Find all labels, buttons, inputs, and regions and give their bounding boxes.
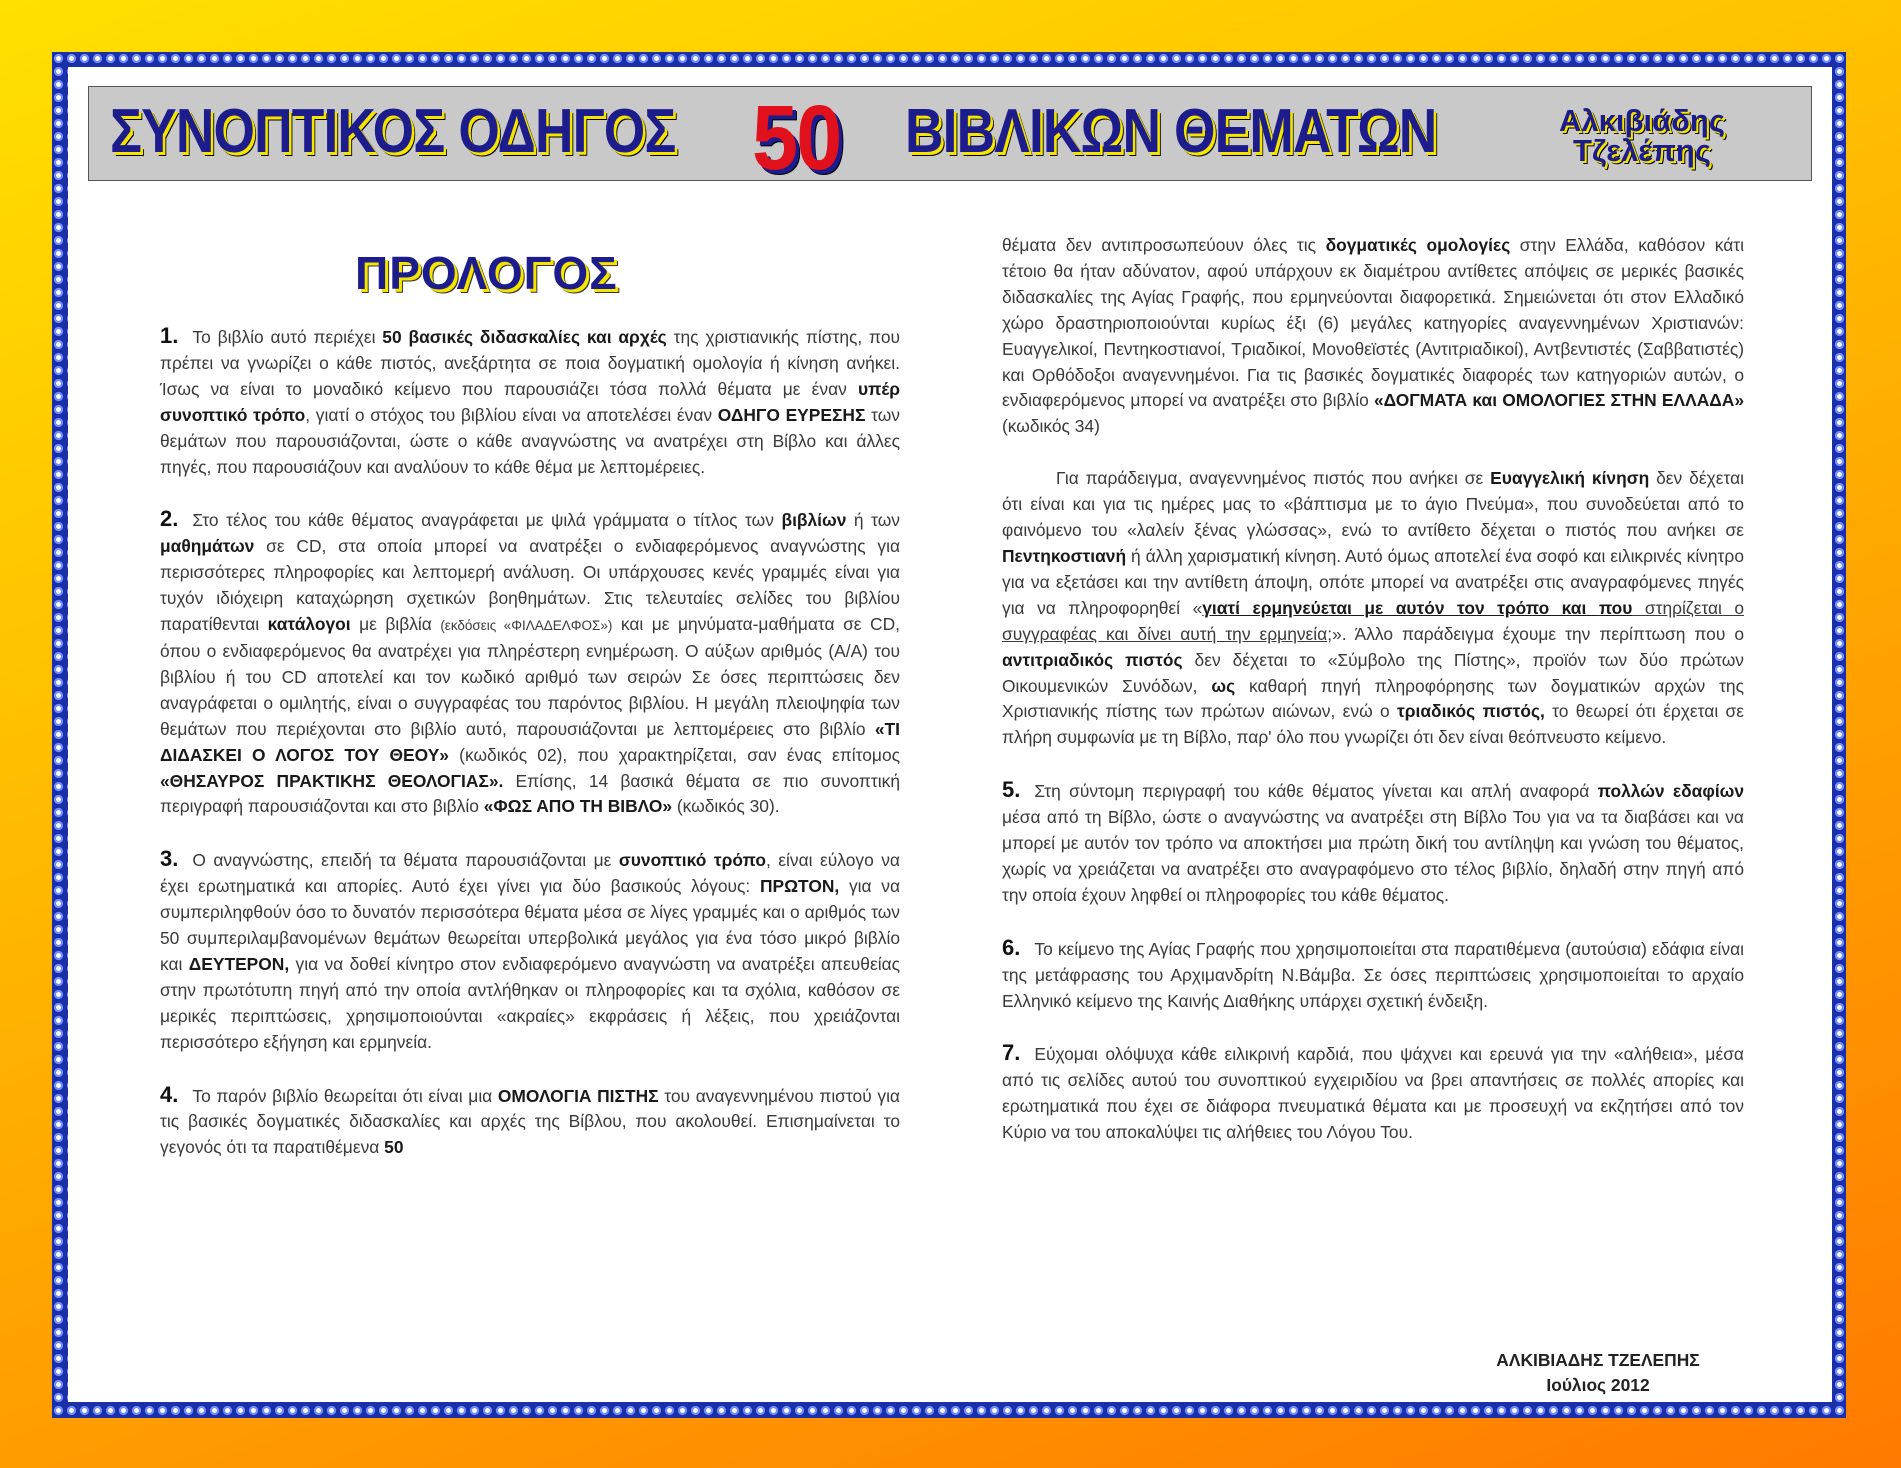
text: Το παρόν βιβλίο θεωρείται ότι είναι μια — [192, 1085, 498, 1106]
paragraph-number: 5. — [1002, 777, 1021, 803]
bold-text: αντιτριαδικός πιστός — [1002, 649, 1183, 670]
underlined-text: στηρίζεται ο συγγραφέας και δίνει αυτή την ερμηνεία — [1002, 597, 1745, 644]
text: (κωδικός 30). — [672, 796, 780, 817]
paragraph-6 — [1002, 935, 1744, 1015]
paragraph-number: 6. — [1002, 934, 1021, 960]
bold-text: Πεντηκοστιανή — [1002, 545, 1127, 566]
right-column — [1002, 233, 1744, 1172]
small-text: (εκδόσεις «ΦΙΛΑΔΕΛΦΟΣ») — [440, 618, 613, 634]
paragraph-number: 7. — [1002, 1040, 1021, 1066]
text: Επίσης, 14 βασικά θέματα σε πιο συνοπτική περιγραφή παρουσιάζονται και στο βιβλίο — [160, 770, 900, 817]
text: δεν δέχεται το «Σύμβολο της Πίστης», προϊόν των δύο πρώτων Οικουμενικών Συνόδων, — [1002, 649, 1744, 696]
bold-text: «ΦΩΣ ΑΠΟ ΤΗ ΒΙΒΛΟ» — [483, 796, 673, 817]
text: , γιατί ο στόχος του βιβλίου είναι να αποτελέσει έναν — [305, 404, 718, 425]
text: Στη σύντομη περιγραφή του κάθε θέματος γίνεται και απλή αναφορά — [1034, 781, 1598, 802]
bold-text: πολλών εδαφίων — [1597, 781, 1745, 802]
text: το θεωρεί ότι έρχεται σε πλήρη συμφωνία με τη Βίβλο, παρ' όλο που γνωρίζει ότι δεν είναι θεόπνευστο κείμενο. — [1002, 701, 1744, 748]
text: (κωδικός 02), που χαρακτηρίζεται, σαν ένας επίτομος — [448, 744, 900, 765]
bold-text: ως — [1211, 675, 1236, 696]
text: Το βιβλίο αυτό περιέχει — [192, 327, 383, 347]
paragraph-4-start — [160, 1082, 900, 1162]
text: θέματα δεν αντιπροσωπεύουν όλες τις — [1002, 235, 1326, 255]
bold-text: κατάλογοι — [267, 614, 351, 635]
text: για να δοθεί κίνητρο στον ενδιαφερόμενο αναγνώστη να ανατρέξει απευθείας στην πρωτότυπη πηγή από την οποία αντλήθηκαν οι πληροφορίες και τα σχόλια, καθόσον σε μερικές περιπτώσεις, χρησιμοποιούνται «ακραίες» εκφράσεις ή λέξεις, που χρειάζονται περισσότερο εξήγηση και ερμηνεία. — [160, 953, 900, 1052]
bold-text: «ΤΙ ΔΙΔΑΣΚΕΙ Ο ΛΟΓΟΣ ΤΟΥ ΘΕΟΥ» — [160, 718, 900, 765]
text: ;». Άλλο παράδειγμα έχουμε την περίπτωση που ο — [1327, 623, 1744, 644]
paragraph-1 — [160, 323, 900, 480]
paragraph-7 — [1002, 1040, 1744, 1146]
bold-text: μαθημάτων — [160, 536, 255, 557]
paragraph-3 — [160, 846, 900, 1055]
text: Εύχομαι ολόψυχα κάθε ειλικρινή καρδιά, που ψάχνει και ερευνά για την «αλήθεια», μέσα από τις σελίδες αυτού του συνοπτικού εγχειριδίου να βρει απαντήσεις σε πολλές απορίες και ερωτηματικά που έχει σε διάφορα πνευματικά θέματα και με προσευχή να εκζητήσει από τον Κύριο να του αποκαλύψει τις αλήθειες του Λόγου Του. — [1002, 1044, 1744, 1143]
paragraph-number: 2. — [160, 506, 179, 532]
title-number: 50 — [752, 87, 841, 189]
text: στην Ελλάδα, καθόσον κάτι τέτοιο θα ήταν αδύνατον, αφού υπάρχουν εκ διαμέτρου αντίθετες απόψεις σε μερικές βασικές διδασκαλίες της Αγίας Γραφής, που ερμηνεύονται διαφορετικά. Σημειώνεται ότι στον Ελλαδικό χώρο δραστηριοποιούνται κυρίως έξι (6) μεγάλες κατηγορίες αναγεννημένων Χριστιανών: Ευαγγελικοί, Πεντηκοστιανοί, Τριαδικοί, Μονοθεϊστές (Αντιτριαδικοί), Αντβεντιστές (Σαββατιστές) και Ορθόδοξοι αναγεννημένοι. Για τις βασικές δογματικές διαφορές των κατηγοριών αυτών, ο ενδιαφερόμενος μπορεί να ανατρέξει στο βιβλίο — [1002, 235, 1745, 411]
text: σε CD, στα οποία μπορεί να ανατρέξει ο ενδιαφερόμενος αναγνώστης για περισσότερες πληροφορίες και λεπτομερή ανάλυση. Οι υπάρχουσες κενές γραμμές είναι για τυχόν ιδιόχειρη καταχώρηση σχετικών βοηθημάτων. Στις τελευταίες σελίδες του βιβλίου παρατίθενται — [160, 536, 900, 635]
bold-text: βιβλίων — [781, 510, 847, 531]
text: ή άλλη χαρισματική κίνηση. Αυτό όμως αποτελεί ένα σοφό και ειλικρινές κίνητρο για να εξετάσει και την αντίθετη άποψη, οπότε μπορεί να ανατρέξει στις αναγραφόμενες πηγές για να πληροφορηθεί « — [1002, 545, 1744, 618]
title-left: ΣΥΝΟΠΤΙΚΟΣ ΟΔΗΓΟΣ — [110, 97, 676, 166]
text: με βιβλία — [350, 614, 441, 635]
signature-block — [1466, 1348, 1730, 1398]
paragraph-2 — [160, 506, 900, 820]
signature-date: Ιούλιος 2012 — [1546, 1375, 1650, 1395]
underlined-text: γιατί ερμηνεύεται με αυτόν τον τρόπο και — [1202, 597, 1599, 618]
prologue-heading: ΠΡΟΛΟΓΟΣ — [355, 247, 618, 299]
text: Ο αναγνώστης, επειδή τα θέματα παρουσιάζονται με — [192, 850, 619, 871]
bold-text: ΔΕΥΤΕΡΟΝ, — [188, 953, 290, 974]
text: καθαρή πηγή πληροφόρησης των δογματικών αρχών της Χριστιανικής πίστης των πρώτων αιώνων, ενώ ο — [1002, 675, 1744, 722]
bold-text: 50 — [384, 1137, 404, 1158]
text: δεν δέχεται ότι είναι και για τις ημέρες μας το «βάπτισμα με το άγιο Πνεύμα», που συνοδεύεται από το φαινόμενο του «λαλείν ξένας γλώσσας», ενώ το αντίθετο δέχεται ο πιστός που ανήκει σε — [1002, 468, 1745, 541]
underlined-text: που — [1598, 597, 1633, 618]
text: (κωδικός 34) — [1002, 416, 1100, 437]
text: ή των — [846, 510, 900, 531]
bold-text: 50 βασικές διδασκαλίες και αρχές — [382, 327, 667, 347]
text: του αναγεννημένου πιστού για τις βασικές δογματικές διδασκαλίες και αρχές της Βίβλου, που ακολουθεί. Επισημαίνεται το γεγονός ότι τα παρατιθέμενα — [160, 1085, 900, 1158]
bold-text: ΟΔΗΓΟ ΕΥΡΕΣΗΣ — [717, 404, 866, 425]
bold-text: υπέρ συνοπτικό τρόπο — [160, 378, 900, 425]
text: μέσα από τη Βίβλο, ώστε ο αναγνώστης να ανατρέξει στη Βίβλο Του για να τα διαβάσει και να μπορεί με αυτόν τον τρόπο να αποκτήσει μια πρώτη δική του αντίληψη και γνώση του θέματος, χωρίς να χρειάζεται να ανατρέξει στο αναγραφόμενο στο τέλος βιβλίο, δηλαδή στην πηγή από την οποία έχουν ληφθεί οι πληροφορίες του κάθε θέματος. — [1002, 807, 1744, 905]
bold-text: Ευαγγελική κίνηση — [1490, 468, 1650, 489]
text: , είναι εύλογο να έχει ερωτηματικά και απορίες. Αυτό έχει γίνει για δύο βασικούς λόγους: — [160, 850, 900, 897]
bold-text: «ΔΟΓΜΑΤΑ και ΟΜΟΛΟΓΙΕΣ ΣΤΗΝ ΕΛΛΑΔΑ» — [1374, 390, 1744, 411]
paragraph-number: 1. — [160, 323, 179, 348]
bold-text: δογματικές ομολογίες — [1325, 235, 1511, 255]
text: και με μηνύματα-μαθήματα σε CD, όπου ο ενδιαφερόμενος θα ανατρέχει για πληρέστερη ενημέρωση. Ο αύξων αριθμός (Α/Α) του βιβλίου ή του CD αποτελεί και τον κωδικό αριθμό των σειρών Σε όσες περιπτώσεις δεν αναγράφεται ο ομιλητής, είναι ο συγγραφέας του παρόντος βιβλίου. Η μεγάλη πλειοψηφία των θεμάτων που περιέχονται στο βιβλίο αυτό, παρουσιάζονται με λεπτομέρειες στο βιβλίο — [160, 614, 900, 739]
text: για να συμπεριληφθούν όσο το δυνατόν περισσότερα θέματα μέσα σε λίγες γραμμές και ο αριθμός των 50 συμπεριλαμβανομένων θεμάτων θεωρείται υπερβολικά μεγάλος για ένα τόσο μικρό βιβλίο και — [160, 876, 900, 974]
text: Στο τέλος του κάθε θέματος αναγράφεται με ψιλά γράμματα ο τίτλος των — [192, 510, 782, 531]
bold-text: τριαδικός πιστός, — [1397, 701, 1545, 722]
bold-text: «ΘΗΣΑΥΡΟΣ ΠΡΑΚΤΙΚΗΣ ΘΕΟΛΟΓΙΑΣ». — [160, 770, 504, 791]
paragraph-4-continued — [1002, 233, 1744, 440]
bold-text: συνοπτικό τρόπο — [618, 850, 766, 871]
left-column — [160, 323, 900, 1187]
author-last-name: Τζελέπης — [1573, 133, 1711, 168]
text: των θεμάτων που παρουσιάζονται, ώστε ο κάθε αναγνώστης να ανατρέχει στη Βίβλο και άλλες πηγές, που παρουσιάζουν και αναλύουν το κάθε θέμα με λεπτομέρειες. — [160, 404, 900, 477]
bold-text: ΠΡΩΤΟΝ, — [759, 876, 840, 897]
author-first-name: Αλκιβιάδης — [1559, 103, 1725, 138]
paragraph-5 — [1002, 777, 1744, 909]
title-right: ΒΙΒΛΙΚΩΝ ΘΕΜΑΤΩΝ — [905, 97, 1437, 166]
paragraph-number: 3. — [160, 846, 179, 872]
paragraph-4-example — [1002, 466, 1744, 751]
text: Για παράδειγμα, αναγεννημένος πιστός που ανήκει σε — [1056, 468, 1491, 489]
author-badge — [1512, 103, 1772, 168]
signature-name: ΑΛΚΙΒΙΑΔΗΣ ΤΖΕΛΕΠΗΣ — [1496, 1350, 1700, 1370]
paragraph-number: 4. — [160, 1081, 179, 1107]
bold-text: ΟΜΟΛΟΓΙΑ ΠΙΣΤΗΣ — [497, 1085, 659, 1106]
text: Το κείμενο της Αγίας Γραφής που χρησιμοποιείται στα παρατιθέμενα (αυτούσια) εδάφια είναι της μετάφρασης του Αρχιμανδρίτη Ν.Βάμβα. Σε όσες περιπτώσεις χρησιμοποιείται το αρχαίο Ελληνικό κείμενο της Καινής Διαθήκης υπάρχει σχετική ένδειξη. — [1002, 938, 1744, 1011]
text: της χριστιανικής πίστης, που πρέπει να γνωρίζει ο κάθε πιστός, ανεξάρτητα σε ποια δογματική ομολογία ή κίνηση ανήκει. Ίσως να είναι το μοναδικό κείμενο που παρουσιάζει τόσα πολλά θέματα με έναν — [160, 327, 900, 399]
